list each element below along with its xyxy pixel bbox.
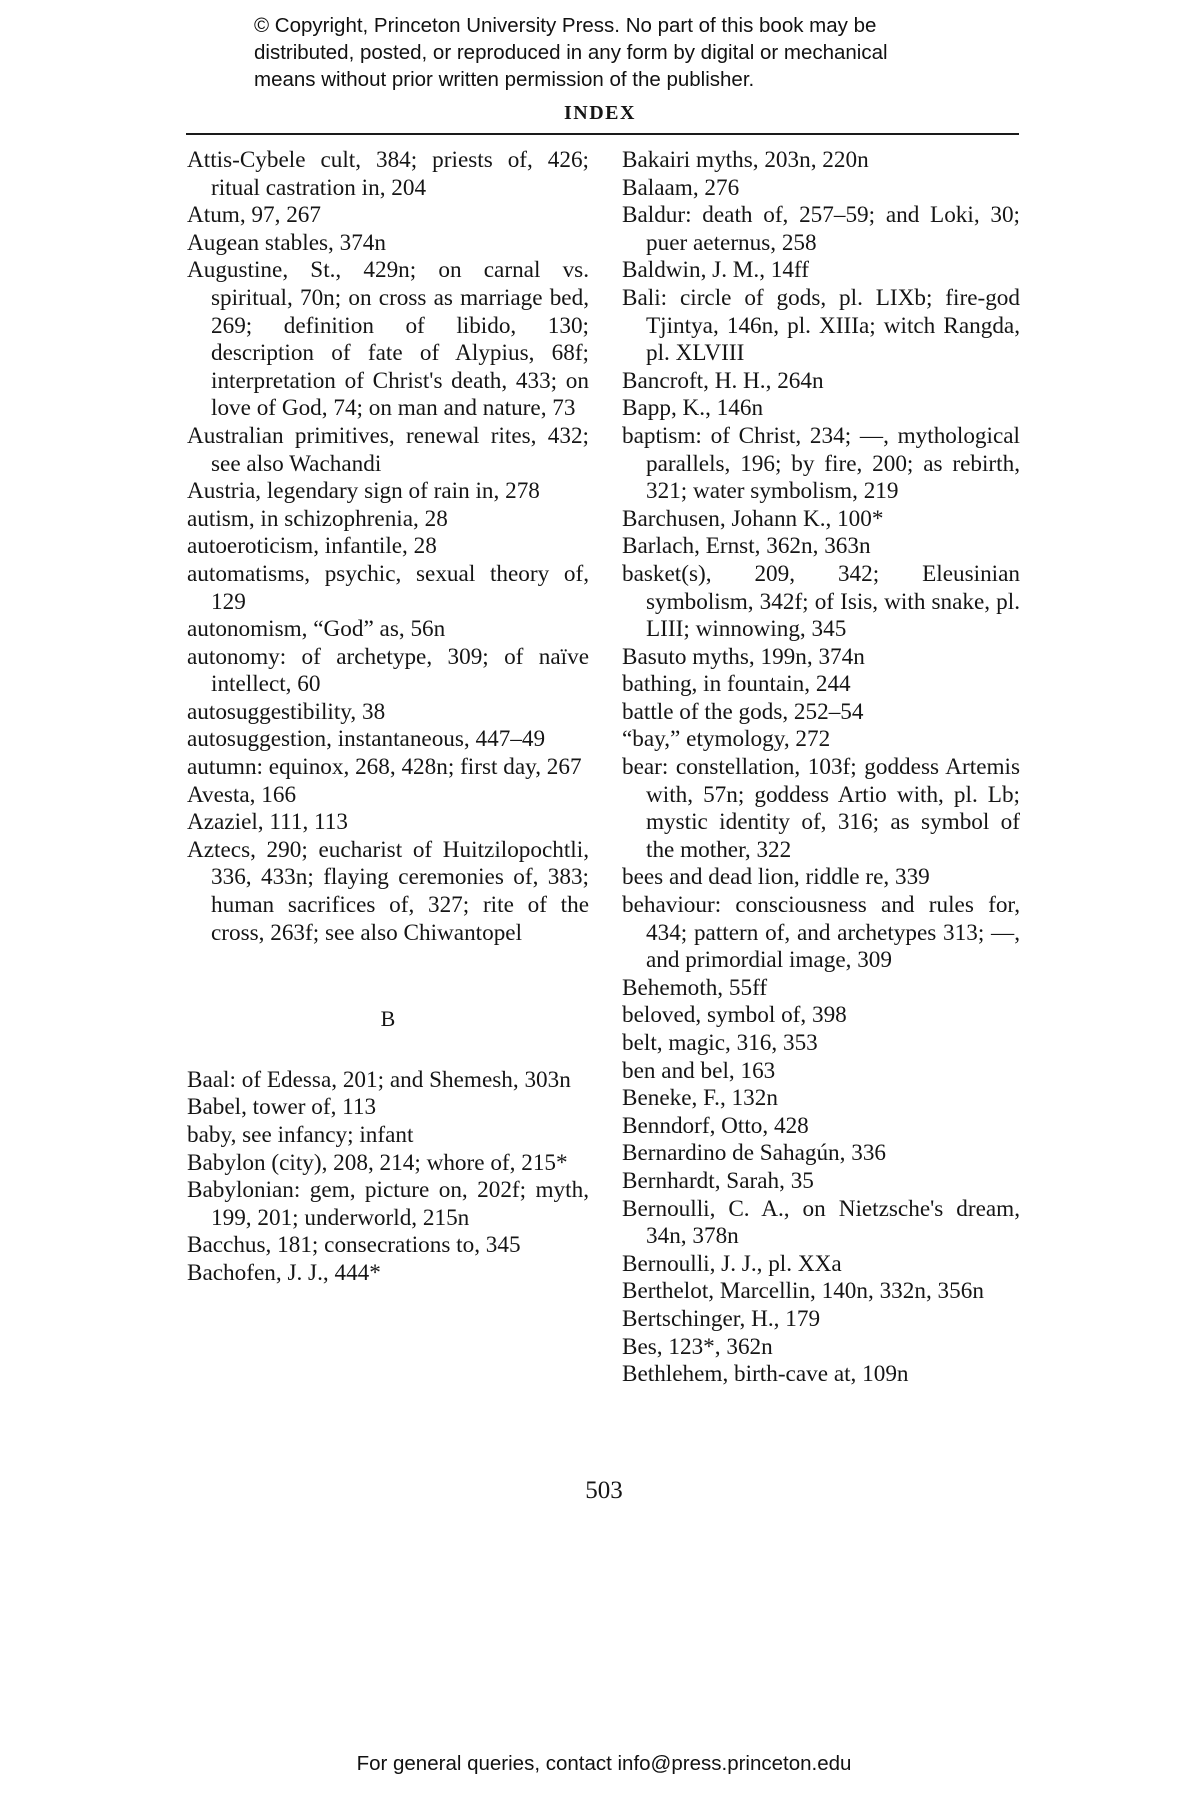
index-entry: autumn: equinox, 268, 428n; first day, 267 xyxy=(187,754,582,781)
index-entry: autosuggestibility, 38 xyxy=(187,698,386,725)
index-entry: behaviour: consciousness and rules for, 434; pattern of, and archetypes 313; —, and primordial image, 309 xyxy=(622,892,1020,974)
index-entry: baptism: of Christ, 234; —, mythological parallels, 196; by fire, 200; as rebirth, 321; water symbolism, 219 xyxy=(622,422,1020,505)
index-entry: Bes, 123*, 362n xyxy=(622,1333,773,1360)
index-entry: Atum, 97, 267 xyxy=(187,202,321,229)
index-entry: Baal: of Edessa, 201; and Shemesh, 303n xyxy=(187,1066,571,1093)
index-entry: basket(s), 209, 342; Eleusinian symbolism, 342f; of Isis, with snake, pl. LIII; winnowing, 345 xyxy=(622,560,1020,643)
index-entry: Bethlehem, birth-cave at, 109n xyxy=(622,1361,909,1388)
index-entry: Babylonian: gem, picture on, 202f; myth, 199, 201; underworld, 215n xyxy=(187,1177,589,1231)
index-entry: Bakairi myths, 203n, 220n xyxy=(622,147,869,173)
index-entry: battle of the gods, 252–54 xyxy=(622,698,864,725)
index-entry: automatisms, psychic, sexual theory of, 129 xyxy=(187,560,589,615)
copyright-line-1: © Copyright, Princeton University Press. No part of this book may be xyxy=(254,14,877,37)
index-entry: Beneke, F., 132n xyxy=(622,1085,778,1112)
index-entry: Bapp, K., 146n xyxy=(622,395,764,422)
index-entry: belt, magic, 316, 353 xyxy=(622,1030,818,1056)
index-entry: autosuggestion, instantaneous, 447–49 xyxy=(187,726,546,753)
index-entry: Augustine, St., 429n; on carnal vs. spiritual, 70n; on cross as marriage bed, 269; definition of libido, 130; description of fate of Alypius, 68f; interpretation of Christ's death, 433; on love of God, 74; on man and nature, 73 xyxy=(187,257,589,422)
index-entry: Bacchus, 181; consecrations to, 345 xyxy=(187,1232,521,1259)
index-entry: Behemoth, 55ff xyxy=(622,974,768,1001)
section-letter: B xyxy=(380,1006,396,1032)
index-entry: Balaam, 276 xyxy=(622,174,740,201)
index-entry: Austria, legendary sign of rain in, 278 xyxy=(187,478,540,505)
index-entry: Bernhardt, Sarah, 35 xyxy=(622,1167,814,1194)
header-rule xyxy=(186,133,1019,135)
index-entry: autonomism, “God” as, 56n xyxy=(187,616,446,643)
index-entry: “bay,” etymology, 272 xyxy=(622,726,831,753)
index-entry: Australian primitives, renewal rites, 432; see also Wachandi xyxy=(187,422,589,477)
index-entry: Barchusen, Johann K., 100* xyxy=(622,505,884,532)
index-entry: Baldur: death of, 257–59; and Loki, 30; puer aeternus, 258 xyxy=(622,202,1020,256)
index-entry: beloved, symbol of, 398 xyxy=(622,1002,847,1029)
index-entry: Benndorf, Otto, 428 xyxy=(622,1112,809,1139)
running-head: INDEX xyxy=(564,102,636,124)
index-entry: Avesta, 166 xyxy=(187,781,297,808)
index-entry: autism, in schizophrenia, 28 xyxy=(187,505,448,532)
index-entry: Basuto myths, 199n, 374n xyxy=(622,643,865,670)
index-entry: Baldwin, J. M., 14ff xyxy=(622,257,810,284)
index-entry: Attis-Cybele cult, 384; priests of, 426; ritual castration in, 204 xyxy=(187,147,589,201)
index-entry: ben and bel, 163 xyxy=(622,1057,776,1084)
index-entry: Aztecs, 290; eucharist of Huitzilopochtli, 336, 433n; flaying ceremonies of, 383; human sacrifices of, 327; rite of the cross, 263f; see also Chiwantopel xyxy=(187,836,589,946)
index-entry: bathing, in fountain, 244 xyxy=(622,671,851,698)
footer-contact: For general queries, contact info@press.princeton.edu xyxy=(356,1752,852,1775)
index-entry: Bernoulli, J. J., pl. XXa xyxy=(622,1250,842,1277)
index-entry: Bali: circle of gods, pl. LIXb; fire-god Tjintya, 146n, pl. XIIIa; witch Rangda, pl. XLVIII xyxy=(622,284,1020,367)
index-entry: Bernardino de Sahagún, 336 xyxy=(622,1140,887,1167)
copyright-line-3: means without prior written permission of the publisher. xyxy=(254,68,755,91)
index-entry: Bancroft, H. H., 264n xyxy=(622,367,824,394)
index-entry: Barlach, Ernst, 362n, 363n xyxy=(622,533,871,560)
index-entry: Babel, tower of, 113 xyxy=(187,1094,377,1121)
index-column-left xyxy=(187,147,589,1288)
index-entry: Babylon (city), 208, 214; whore of, 215* xyxy=(187,1149,568,1176)
index-entry: Bernoulli, C. A., on Nietzsche's dream, 34n, 378n xyxy=(622,1195,1020,1250)
index-entry: autonomy: of archetype, 309; of naïve intellect, 60 xyxy=(187,643,589,698)
copyright-notice xyxy=(254,12,1014,93)
page-number: 503 xyxy=(585,1477,623,1504)
index-entry: bear: constellation, 103f; goddess Artemis with, 57n; goddess Artio with, pl. Lb; mystic identity of, 316; as symbol of the mother, 322 xyxy=(622,754,1020,863)
index-entry: Bachofen, J. J., 444* xyxy=(187,1259,381,1286)
index-entry: Augean stables, 374n xyxy=(187,229,386,256)
index-entry: Berthelot, Marcellin, 140n, 332n, 356n xyxy=(622,1278,984,1305)
index-entry: Bertschinger, H., 179 xyxy=(622,1305,821,1332)
index-column-right xyxy=(622,147,1020,1389)
index-entry: baby, see infancy; infant xyxy=(187,1122,414,1148)
copyright-line-2: distributed, posted, or reproduced in any form by digital or mechanical xyxy=(254,41,888,64)
index-entry: bees and dead lion, riddle re, 339 xyxy=(622,864,930,891)
index-entry: Azaziel, 111, 113 xyxy=(187,809,348,836)
index-entry: autoeroticism, infantile, 28 xyxy=(187,533,437,560)
